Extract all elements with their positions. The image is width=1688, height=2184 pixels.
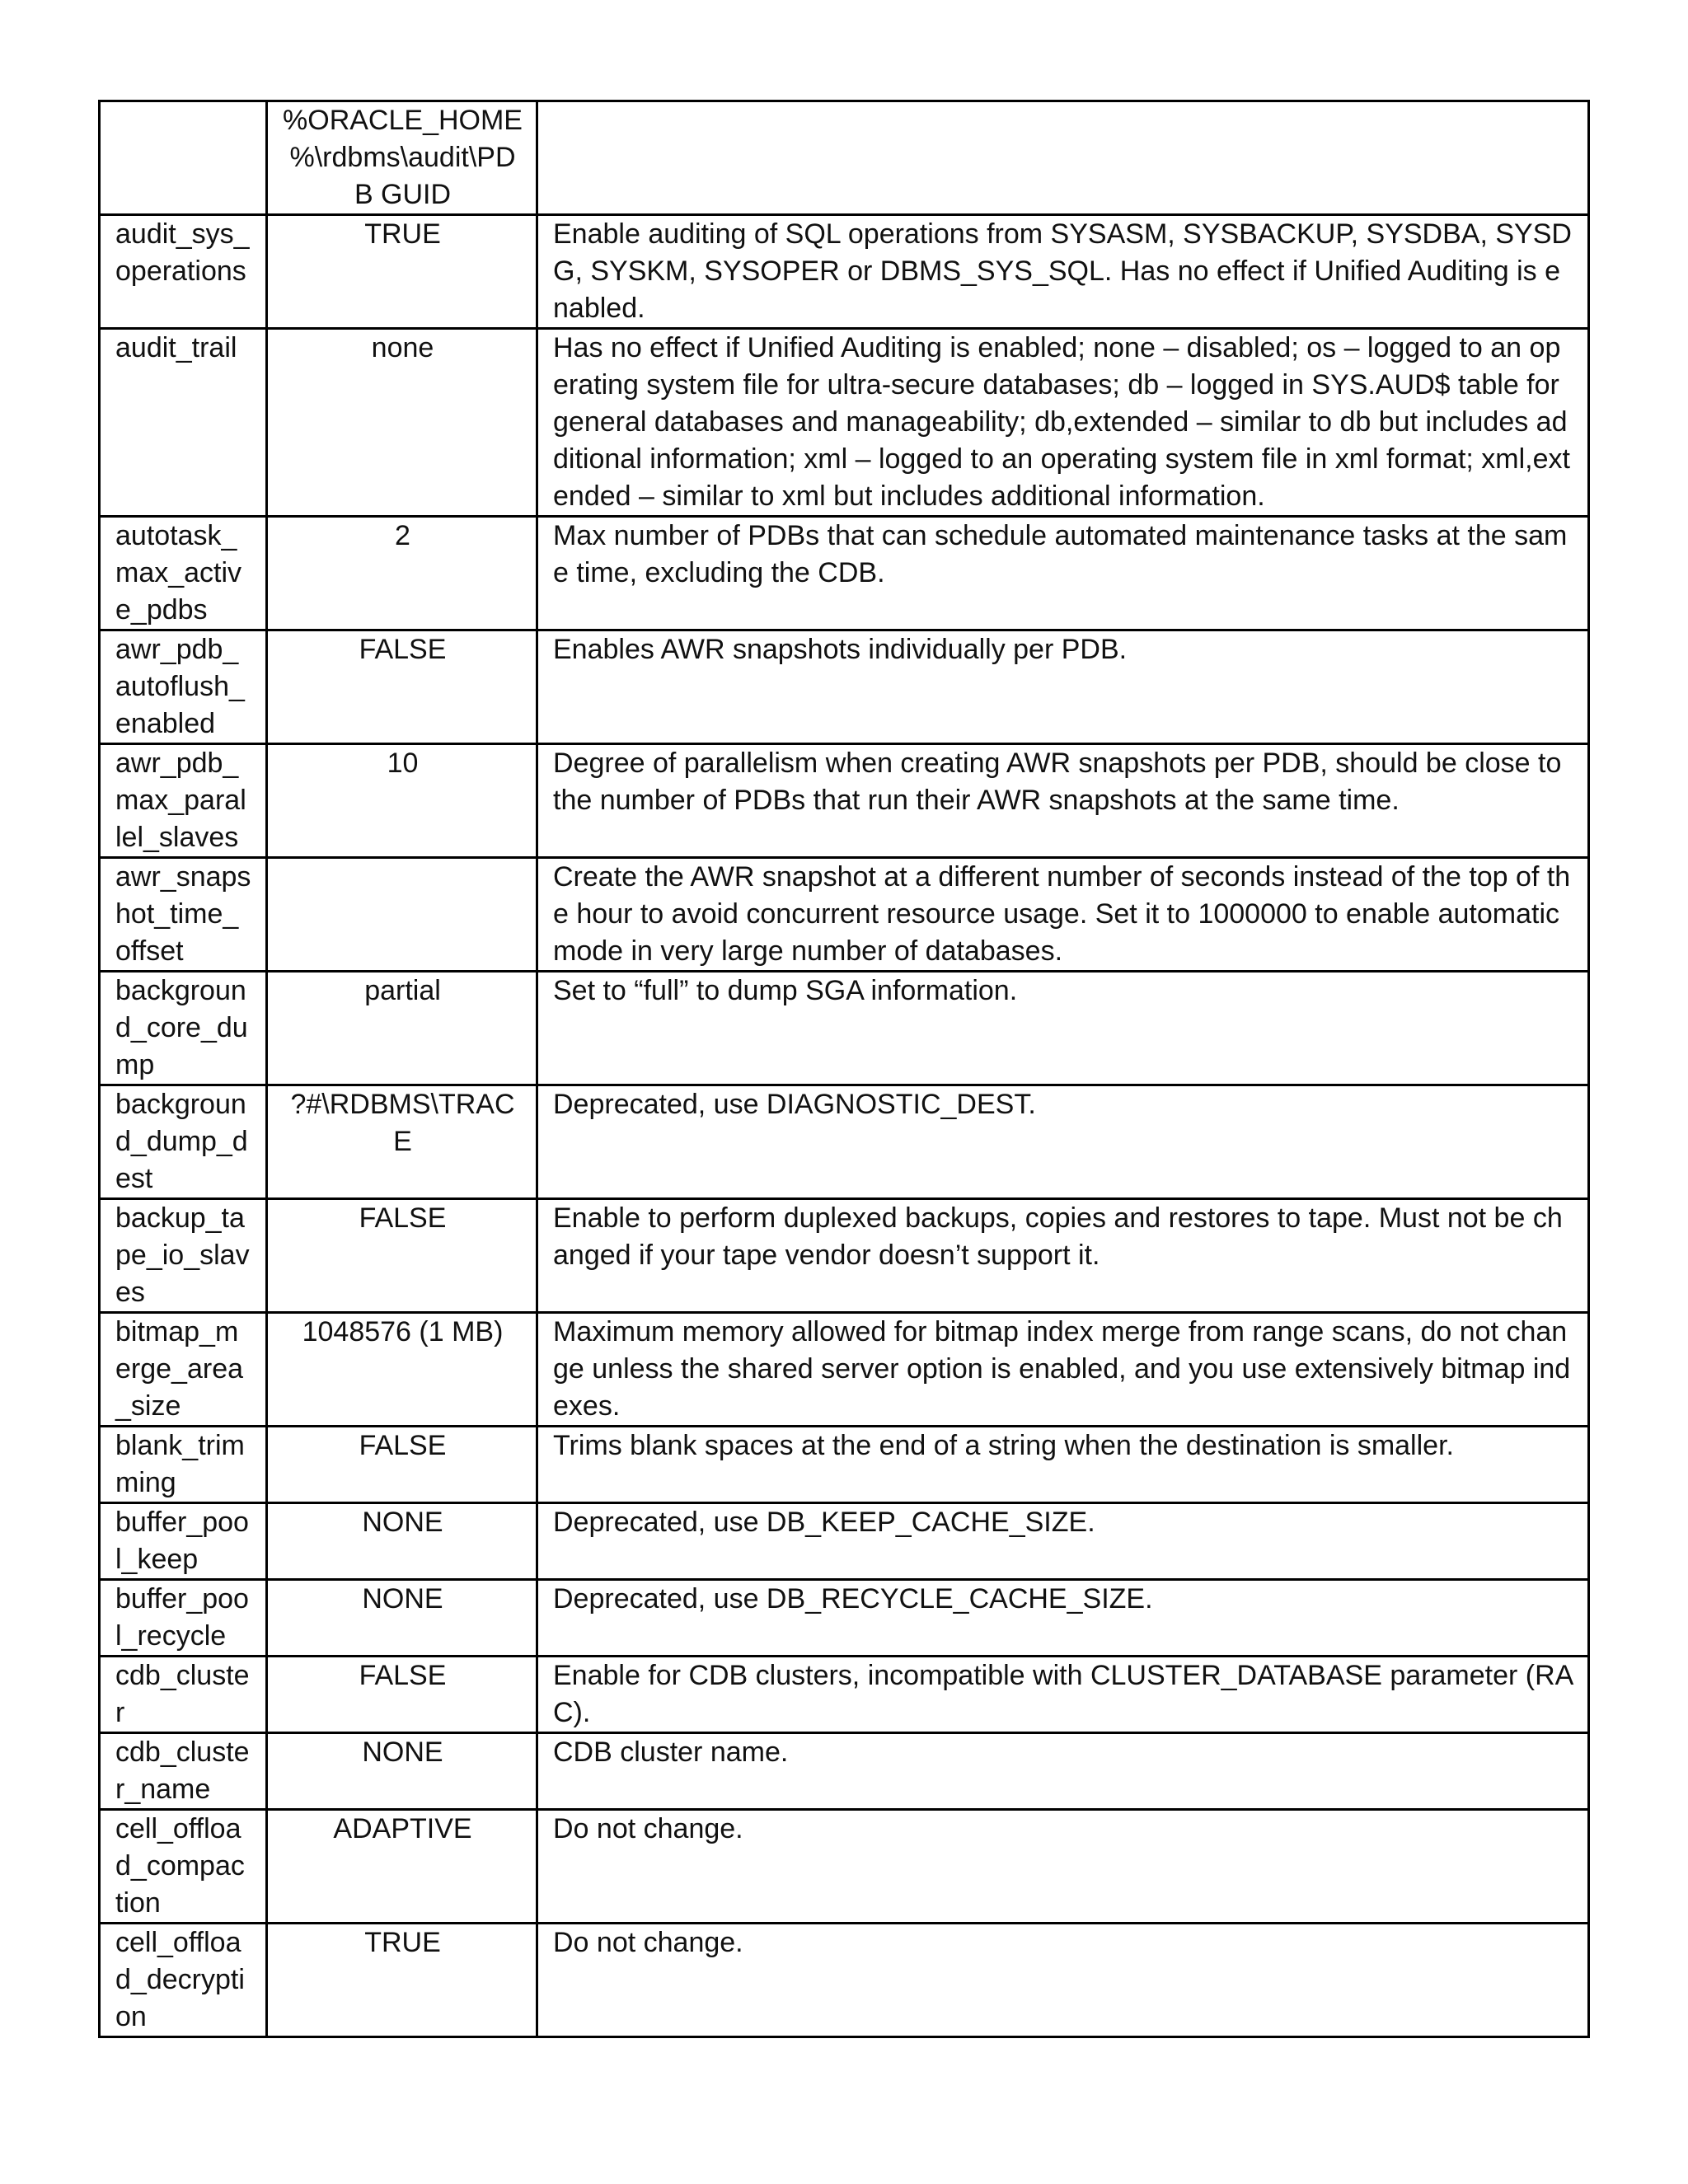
param-description: Do not change. [537,1924,1589,2037]
table-row [100,1924,1589,2037]
table-row [100,744,1589,858]
param-default: NONE [267,1580,537,1657]
param-description: Create the AWR snapshot at a different number of seconds instead of the top of the hour to avoid concurrent resource usage. Set it to 1000000 to enable automatic mode in very large number of databases. [537,858,1589,972]
param-description: Do not change. [537,1810,1589,1924]
param-description: Deprecated, use DIAGNOSTIC_DEST. [537,1085,1589,1199]
table-row [100,215,1589,329]
param-name: cdb_cluster [100,1657,267,1733]
param-default: FALSE [267,1199,537,1313]
param-description: Has no effect if Unified Auditing is enabled; none – disabled; os – logged to an operating system file for ultra-secure databases; db – logged in SYS.AUD$ table for general databases and manageability; db,extended – similar to db but includes additional information; xml – logged to an operating system file in xml format; xml,extended – similar to xml but includes additional information. [537,329,1589,517]
param-default: ?#\RDBMS\TRACE [267,1085,537,1199]
param-description: Trims blank spaces at the end of a string when the destination is smaller. [537,1427,1589,1503]
param-name: backup_tape_io_slaves [100,1199,267,1313]
table-row [100,1199,1589,1313]
param-name: background_core_dump [100,972,267,1085]
param-default: partial [267,972,537,1085]
param-default: NONE [267,1503,537,1580]
param-default: %ORACLE_HOME%\rdbms\audit\PDB GUID [267,101,537,215]
param-description [537,101,1589,215]
param-description: Deprecated, use DB_KEEP_CACHE_SIZE. [537,1503,1589,1580]
table-row [100,1427,1589,1503]
param-default: NONE [267,1733,537,1810]
param-name: blank_trimming [100,1427,267,1503]
table-row [100,972,1589,1085]
table-row [100,1580,1589,1657]
param-name: awr_pdb_autoflush_enabled [100,630,267,744]
param-default: TRUE [267,1924,537,2037]
param-description: Enable for CDB clusters, incompatible with CLUSTER_DATABASE parameter (RAC). [537,1657,1589,1733]
param-name: cell_offload_decryption [100,1924,267,2037]
param-name: audit_trail [100,329,267,517]
param-default: 10 [267,744,537,858]
param-name: autotask_max_active_pdbs [100,517,267,630]
param-name: buffer_pool_recycle [100,1580,267,1657]
param-default: 2 [267,517,537,630]
param-default: ADAPTIVE [267,1810,537,1924]
table-row [100,1810,1589,1924]
param-name: awr_snapshot_time_offset [100,858,267,972]
param-description: Deprecated, use DB_RECYCLE_CACHE_SIZE. [537,1580,1589,1657]
param-name: audit_sys_operations [100,215,267,329]
table-row [100,1657,1589,1733]
param-name: cell_offload_compaction [100,1810,267,1924]
table-row [100,1733,1589,1810]
param-name: awr_pdb_max_parallel_slaves [100,744,267,858]
table-row [100,1085,1589,1199]
param-default: FALSE [267,630,537,744]
param-description: Enable to perform duplexed backups, copies and restores to tape. Must not be changed if your tape vendor doesn’t support it. [537,1199,1589,1313]
param-default: FALSE [267,1657,537,1733]
param-description: Enable auditing of SQL operations from SYSASM, SYSBACKUP, SYSDBA, SYSDG, SYSKM, SYSOPER or DBMS_SYS_SQL. Has no effect if Unified Auditing is enabled. [537,215,1589,329]
param-description: Enables AWR snapshots individually per PDB. [537,630,1589,744]
param-description: Max number of PDBs that can schedule automated maintenance tasks at the same time, excluding the CDB. [537,517,1589,630]
table-row [100,101,1589,215]
table-row [100,517,1589,630]
param-default: FALSE [267,1427,537,1503]
parameter-table [98,100,1590,2038]
table-row [100,630,1589,744]
table-row [100,858,1589,972]
param-default: TRUE [267,215,537,329]
table-row [100,329,1589,517]
param-default: none [267,329,537,517]
param-default [267,858,537,972]
param-name: background_dump_dest [100,1085,267,1199]
param-name: cdb_cluster_name [100,1733,267,1810]
param-name: buffer_pool_keep [100,1503,267,1580]
table-row [100,1313,1589,1427]
param-name: bitmap_merge_area_size [100,1313,267,1427]
param-default: 1048576 (1 MB) [267,1313,537,1427]
param-description: Set to “full” to dump SGA information. [537,972,1589,1085]
param-description: CDB cluster name. [537,1733,1589,1810]
param-description: Degree of parallelism when creating AWR snapshots per PDB, should be close to the number of PDBs that run their AWR snapshots at the same time. [537,744,1589,858]
param-description: Maximum memory allowed for bitmap index merge from range scans, do not change unless the shared server option is enabled, and you use extensively bitmap indexes. [537,1313,1589,1427]
param-name [100,101,267,215]
table-row [100,1503,1589,1580]
